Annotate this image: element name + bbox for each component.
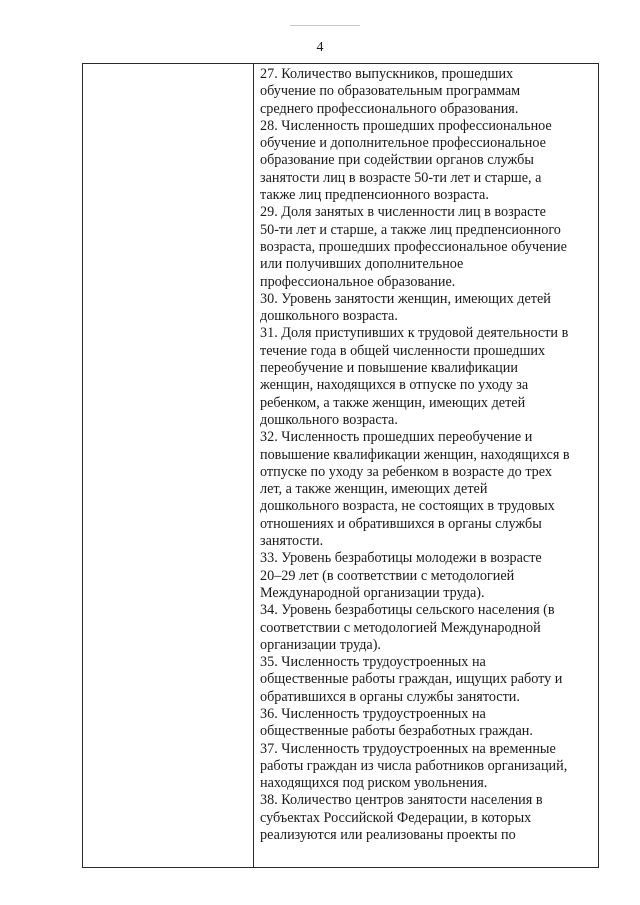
table-left-column [83, 64, 254, 867]
list-item-line: переобучение и повышение квалификации [260, 360, 518, 377]
list-item-line: занятости. [260, 533, 324, 550]
list-item-line: лет, а также женщин, имеющих детей [260, 481, 488, 498]
list-item [260, 741, 594, 793]
list-item-line: дошкольного возраста, не состоящих в трудовых [260, 498, 555, 515]
list-item-line: также лиц предпенсионного возраста. [260, 187, 489, 204]
list-item-line: ребенком, а также женщин, имеющих детей [260, 394, 526, 411]
list-item [260, 550, 594, 602]
list-item-line: среднего профессионального образования. [260, 100, 519, 117]
list-item-line: соответствии с методологией Международной [260, 619, 541, 636]
list-item-line: занятости лиц в возрасте 50-ти лет и старше, а [260, 169, 542, 186]
list-item [260, 204, 594, 290]
list-item-line: находящихся под риском увольнения. [260, 775, 488, 792]
list-item-line: 33. Уровень безработицы молодежи в возрасте [260, 550, 542, 567]
list-item [260, 118, 594, 204]
list-item-line: 37. Численность трудоустроенных на временные [260, 740, 556, 757]
list-item-line: дошкольного возраста. [260, 411, 398, 428]
list-item-line: работы граждан из числа работников организаций, [260, 757, 568, 774]
list-item-line: 36. Численность трудоустроенных на [260, 705, 486, 722]
list-item-line: 50-ти лет и старше, а также лиц предпенсионного [260, 221, 561, 238]
scan-artifact [290, 25, 360, 26]
list-item-line: 35. Численность трудоустроенных на [260, 654, 486, 671]
list-item-line: 31. Доля приступивших к трудовой деятельности в [260, 325, 569, 342]
list-item [260, 325, 594, 429]
list-item-line: обучение по образовательным программам [260, 83, 521, 100]
list-item-line: или получивших дополнительное [260, 256, 464, 273]
list-item-line: 20–29 лет (в соответствии с методологией [260, 567, 515, 584]
list-item-line: профессиональное образование. [260, 273, 456, 290]
list-item-line: общественные работы граждан, ищущих работу и [260, 671, 563, 688]
list-item-line: 30. Уровень занятости женщин, имеющих детей [260, 290, 551, 307]
list-item-line: течение года в общей численности прошедших [260, 342, 546, 359]
list-item-line: Международной организации труда). [260, 584, 485, 601]
list-item-line: образование при содействии органов службы [260, 152, 534, 169]
list-item-line: дошкольного возраста. [260, 308, 398, 325]
list-item-line: субъектах Российской Федерации, в которых [260, 809, 532, 826]
table-right-column [254, 64, 598, 867]
list-item-line: отношениях и обратившихся в органы службы [260, 515, 542, 532]
list-item-line: отпуске по уходу за ребенком в возрасте до трех [260, 463, 552, 480]
page-number: 4 [316, 40, 324, 55]
list-item-line: повышение квалификации женщин, находящихся в [260, 446, 570, 463]
list-item-line: общественные работы безработных граждан. [260, 723, 533, 740]
list-item-line: реализуются или реализованы проекты по [260, 827, 516, 844]
list-item [260, 706, 594, 741]
list-item-line: 29. Доля занятых в численности лиц в возрасте [260, 204, 546, 221]
list-item-line: возраста, прошедших профессиональное обучение [260, 238, 567, 255]
list-item-line: 38. Количество центров занятости населения в [260, 792, 543, 809]
list-item-line: 34. Уровень безработицы сельского населения (в [260, 602, 555, 619]
list-item [260, 602, 594, 654]
list-item [260, 429, 594, 550]
list-item [260, 654, 594, 706]
list-item-line: организации труда). [260, 636, 381, 653]
list-item-line: женщин, находящихся в отпуске по уходу за [260, 377, 529, 394]
list-item-line: обратившихся в органы службы занятости. [260, 688, 520, 705]
list-item [260, 291, 594, 326]
document-table [82, 63, 599, 868]
list-item-line: 27. Количество выпускников, прошедших [260, 66, 514, 82]
list-item-line: 32. Численность прошедших переобучение и [260, 429, 533, 446]
list-item-line: обучение и дополнительное профессиональное [260, 135, 546, 152]
list-item [260, 792, 594, 844]
list-item-line: 28. Численность прошедших профессиональное [260, 117, 552, 134]
list-item [260, 66, 594, 118]
